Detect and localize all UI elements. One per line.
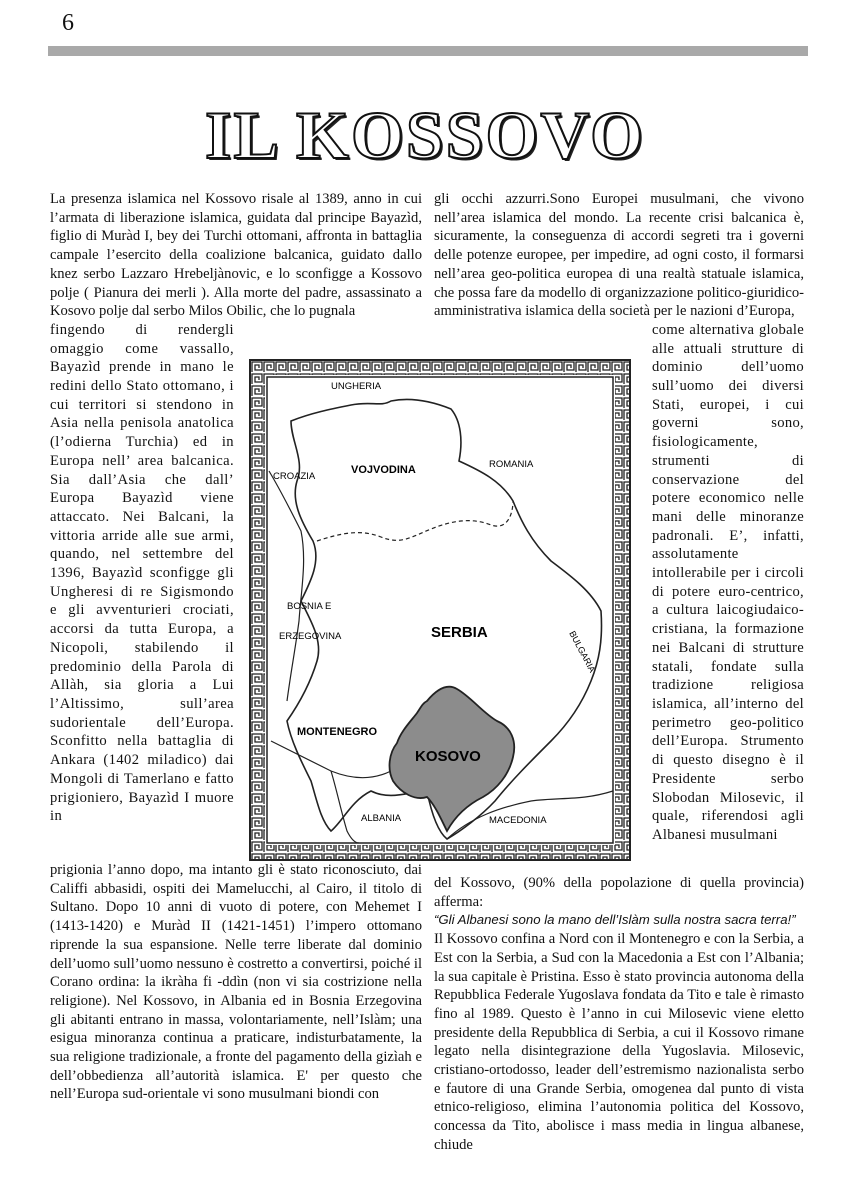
page-title: IL KOSSOVO: [204, 97, 646, 173]
border-right: [615, 361, 629, 859]
label-serbia: SERBIA: [431, 624, 488, 641]
right-narrow-wrap: [652, 321, 804, 845]
left-intro: La presenza islamica nel Kossovo risale al 1389, anno in cui l’armata di liberazione islamica, guidata dal principe Bayazìd, figlio di Muràd I, bey dei Turchi ottomani, affronta in battaglia campale l’esercito della coalizione balcanica, guidato dallo knez serbo Lazzaro Hrebeljànovic, e lo sconfigge a Kossovo polje ( Pianura dei merli ). Alla morte del padre, assassinato a Kosovo polje dal serbo Milos Obilic, che lo pugnala: [50, 191, 422, 320]
right-tail-text: Il Kossovo confina a Nord con il Montenegro e con la Serbia, a Est con la Serbia, a Sud con la Macedonia a Est con l’Albania; la sua capitale è Pristina. Esso è stato provincia autonoma della Repubblica Federale Yugoslava fondata da Tito e tale è rimasto fino al 1989. Questo è l’anno in cui Milosevic viene eletto presidente della Repubblica di Serbia, a cui il Kossovo rimane legato nella disintegrazione della Yugoslavia. Milosevic, cristiano-ortodosso, leader dell’estremismo nazionalista serbo e fautore di una Grande Serbia, omogenea dal punto di vista etnico-religioso, elimina l’autonomia politica del Kossovo, concessa da Tito, abolisce i mass media in lingua albanese, chiude: [434, 931, 805, 1153]
label-romania: ROMANIA: [489, 459, 534, 470]
quote: “Gli Albanesi sono la mano dell’Islàm sulla nostra sacra terra!”: [434, 912, 796, 928]
right-after-map: del Kossovo, (90% della popolazione di quella provincia) afferma:: [434, 875, 804, 910]
label-albania: ALBANIA: [361, 813, 402, 824]
label-vojvodina: VOJVODINA: [351, 464, 416, 476]
label-bosnia: BOSNIA E: [287, 601, 332, 612]
left-tail: prigionia l’anno dopo, ma intanto gli è stato riconosciuto, dai Califfi abbasidi, ospiti dei Mamelucchi, al Cairo, il titolo di Sultano. Dopo 10 anni di vuoto di potere, con Mehemet I (1413-1420) e Muràd II (1421-1451) l’impero ottomano riprende la sua espansione. Nelle terre liberate dal dominio dell’uomo sull’uomo nessuno è costretto a convertirsi, poiché il Corano ordina: la ikràha fi -ddìn (non vi sia costrizione nella religione). Nel Kossovo, in Albania ed in Bosnia Erzegovina gli abitanti entrano in massa, volontariamente, nell’Islàm; una esigua minoranza continua a praticare, indisturbatamente, la sua religione tradizionale, a fronte del pagamento della gizìah e dell’obbedienza all’autorità islamica. E' per questo che nell’Europa sud-orientale vi sono musulmani biondi con: [50, 862, 422, 1103]
left-narrow-wrap: [50, 321, 234, 826]
border-top: [251, 361, 629, 375]
header-rule: [48, 46, 808, 56]
label-croazia: CROAZIA: [273, 471, 316, 482]
label-macedonia: MACEDONIA: [489, 815, 547, 826]
label-ungheria: UNGHERIA: [331, 381, 382, 392]
label-bulgaria: BULGARIA: [567, 629, 598, 675]
map-svg: [251, 361, 629, 859]
right-intro: gli occhi azzurri.Sono Europei musulmani, che vivono nell’area islamica del mondo. La recente crisi balcanica è, sicuramente, la conseguenza di accordi segreti tra i governi delle potenze europee, per impedire, ad ogni costo, il formarsi nell’area geo-politica europea di una realtà statuale islamica, che possa fare da modello di organizzazione politico-giuridico-amministrativa islamica della società per le nazioni d’Europa,: [434, 191, 804, 320]
label-kosovo: KOSOVO: [415, 748, 481, 765]
right-narrow: come alternativa globale alle attuali strutture di dominio dell’uomo sull’uomo dei diversi Stati, europei, i cui governi sono, fisiologicamente, strumenti di conservazione del potere economico nelle mani delle minoranze padronali. E’, infatti, assolutamente intollerabile per i circoli di potere euro-centrico, a cultura laicogiudaico-cristiana, la formazione nei Balcani di strutture statali, fondate sulla tradizione religiosa islamica, all’interno del perimetro geo-politico dell’Europa. Strumento di questo disegno è il Presidente serbo Slobodan Milosevic, il quale, riferendosi agli Albanesi musulmani: [652, 321, 804, 843]
kosovo-map: [249, 359, 631, 861]
left-narrow: fingendo di rendergli omaggio come vassallo, Bayazìd prende in mano le redini dello Stato ottomano, i cui territori si stendono in Asia nella penisola anatolica (l’odierna Turchia) ed in Europa nell’ area balcanica. Sia dall’Asia che dall’ Europa Bayazìd viene attaccato. Nei Balcani, la vittoria arride alle sue armi, quando, nel settembre del 1396, Bayazìd sconfigge gli Ungheresi di re Sigismondo e gli avventurieri crociati, accorsi da tutta Europa, a Nicopoli, stabilendo il predominio della Parola di Allàh, sia gloria a Lui l’Altissimo, sull’area sudorientale dell’Europa. Sconfitto nella battaglia di Ankara (1402 miladico) dai Mongoli di Tamerlano e fatto prigioniero, Bayazìd I muore in: [50, 321, 234, 825]
border-bottom: [251, 845, 629, 859]
page-number: 6: [62, 10, 74, 36]
label-montenegro: MONTENEGRO: [297, 726, 378, 738]
label-erzegovina: ERZEGOVINA: [279, 631, 342, 642]
border-left: [251, 361, 265, 859]
right-tail: [434, 874, 804, 1155]
